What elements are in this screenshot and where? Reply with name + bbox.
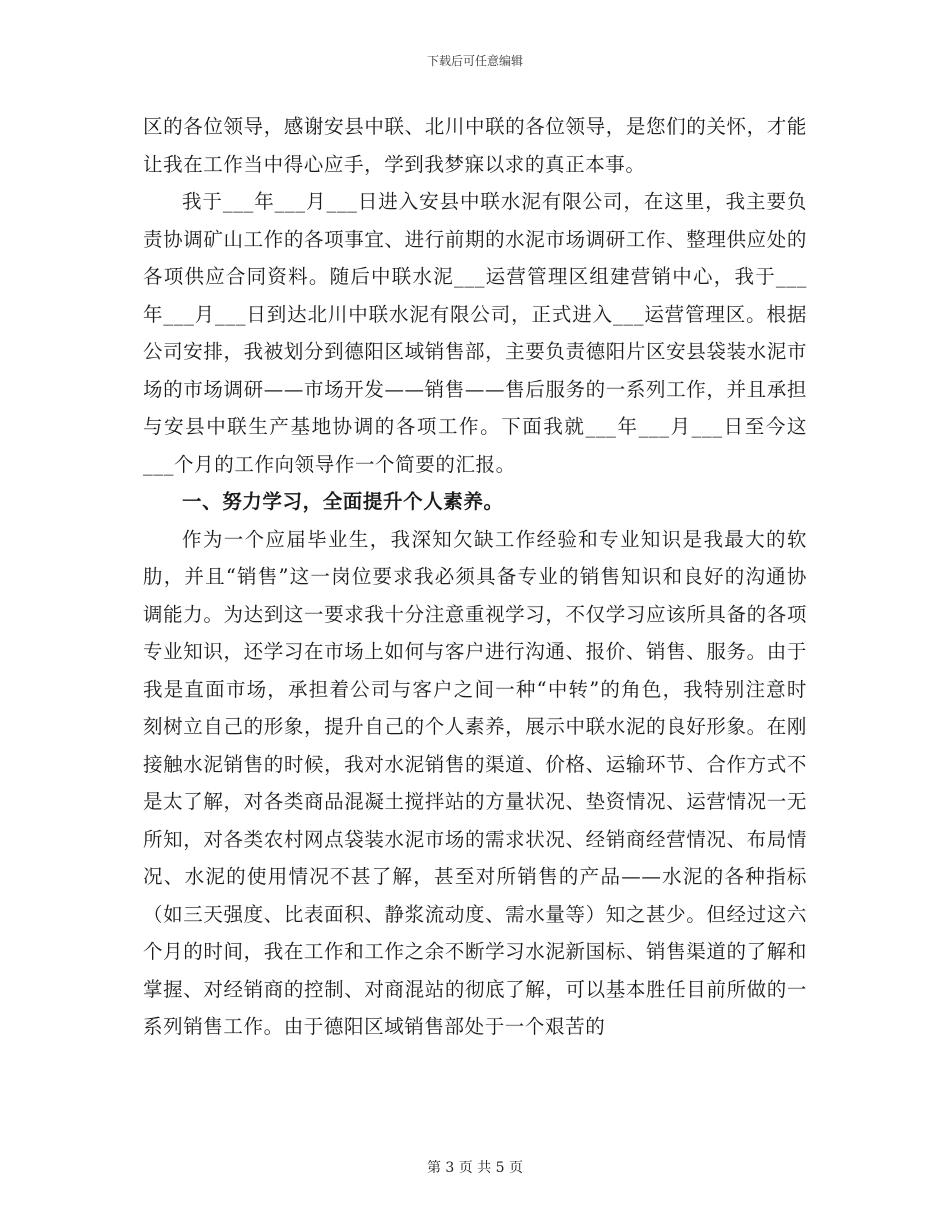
document-body xyxy=(143,108,807,1046)
paragraph-learning: 作为一个应届毕业生，我深知欠缺工作经验和专业知识是我最大的软肋，并且“销售”这一岗位要求我必须具备专业的销售知识和良好的沟通协调能力。为达到这一要求我十分注意重视学习，不仅学习应该所具备的各项专业知识，还学习在市场上如何与客户进行沟通、报价、销售、服务。由于我是直面市场，承担着公司与客户之间一种“中转”的角色，我特别注意时刻树立自己的形象，提升自己的个人素养，展示中联水泥的良好形象。在刚接触水泥销售的时候，我对水泥销售的渠道、价格、运输环节、合作方式不是太了解，对各类商品混凝土搅拌站的方量状况、垫资情况、运营情况一无所知，对各类农村网点袋装水泥市场的需求状况、经销商经营情况、布局情况、水泥的使用情况不甚了解，甚至对所销售的产品——水泥的各种指标（如三天强度、比表面积、静浆流动度、需水量等）知之甚少。但经过这六个月的时间，我在工作和工作之余不断学习水泥新国标、销售渠道的了解和掌握、对经销商的控制、对商混站的彻底了解，可以基本胜任目前所做的一系列销售工作。由于德阳区域销售部处于一个艰苦的 xyxy=(143,527,807,1038)
paragraph-intro: 我于___年___月___日进入安县中联水泥有限公司，在这里，我主要负责协调矿山工作的各项事宜、进行前期的水泥市场调研工作、整理供应处的各项供应合同资料。随后中联水泥___运营管理区组建营销中心，我于___年___月___日到达北川中联水泥有限公司，正式进入___运营管理区。根据公司安排，我被划分到德阳区域销售部，主要负责德阳片区安县袋装水泥市场的市场调研——市场开发——销售——售后服务的一系列工作，并且承担与安县中联生产基地协调的各项工作。下面我就___年___月___日至今这___个月的工作向领导作一个简要的汇报。 xyxy=(143,190,807,476)
page-number: 第 3 页 共 5 页 xyxy=(426,1160,524,1176)
section-heading: 一、努力学习，全面提升个人素养。 xyxy=(182,490,504,513)
paragraph-continuation: 区的各位领导，感谢安县中联、北川中联的各位领导，是您们的关怀，才能让我在工作当中得心应手，学到我梦寐以求的真正本事。 xyxy=(143,115,807,176)
page-header-note: 下载后可任意编辑 xyxy=(426,54,523,68)
